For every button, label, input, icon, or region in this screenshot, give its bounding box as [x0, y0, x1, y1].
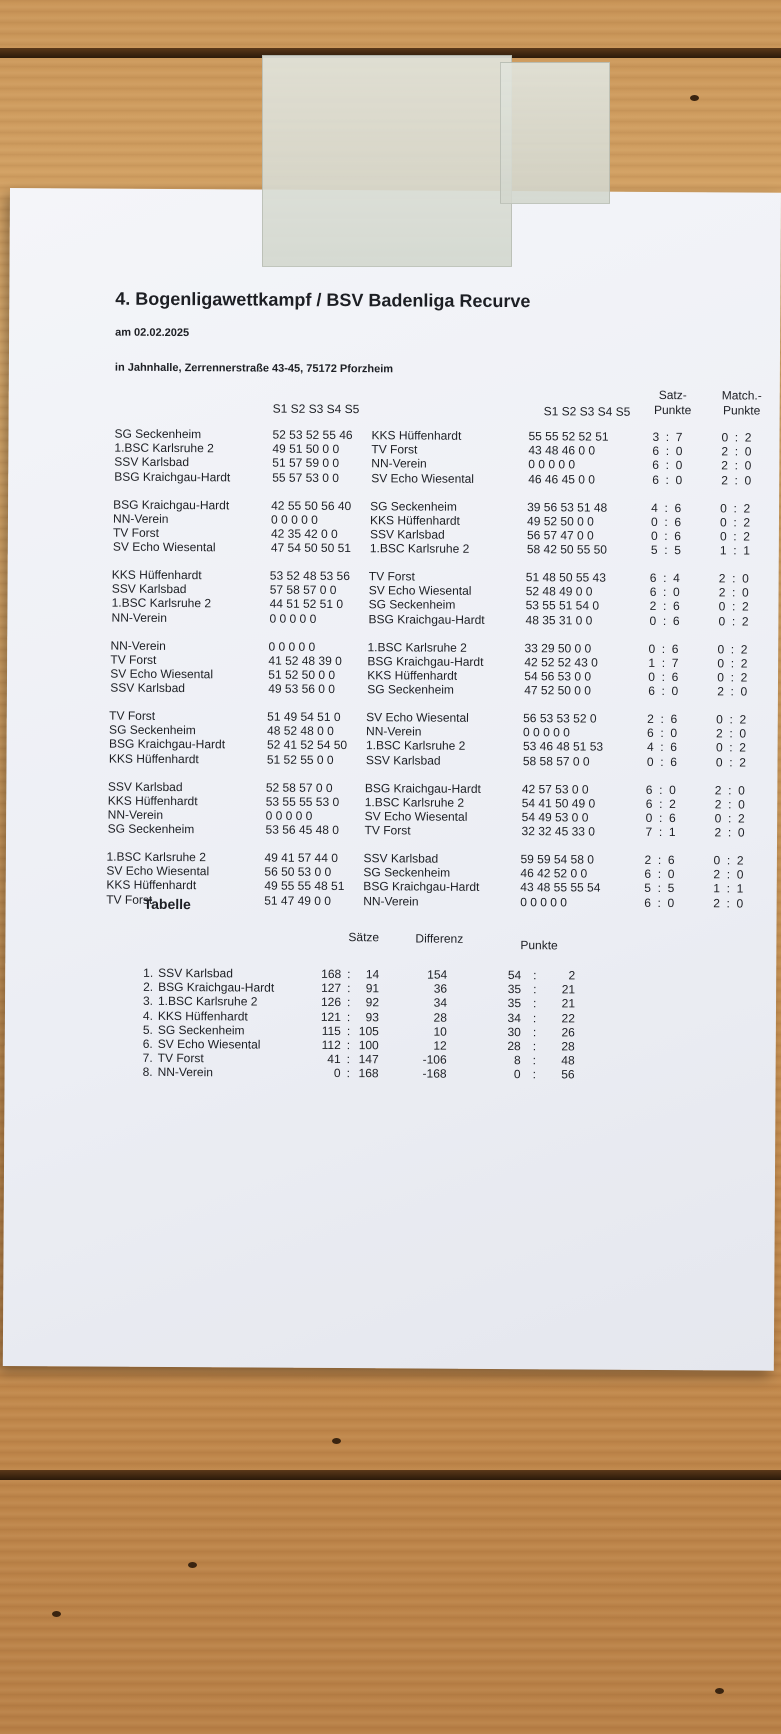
sets-won: 168: [321, 966, 342, 982]
away-sets: 58 58 57 0 0: [522, 753, 590, 769]
set-points: 6 : 0: [652, 472, 683, 487]
match-points: 0 : 2: [719, 529, 751, 544]
match-points: 0 : 2: [717, 670, 748, 685]
home-sets: 49 53 56 0 0: [268, 681, 336, 697]
away-sets: 46 42 52 0 0: [520, 866, 588, 881]
sets-won: 126: [320, 995, 342, 1010]
set-difference: 34: [433, 995, 448, 1011]
sets-sep: :: [346, 1066, 350, 1081]
sets-won: 0: [333, 1066, 341, 1081]
team-name: SG Seckenheim: [157, 1022, 245, 1038]
away-team: SG Seckenheim: [368, 597, 456, 613]
match-points: 0 : 2: [713, 853, 744, 868]
home-team: SV Echo Wiesental: [106, 863, 210, 879]
sets-header-right: S1 S2 S3 S4 S5: [543, 404, 631, 419]
points-lost: 22: [561, 1010, 575, 1026]
results-sheet: [3, 188, 781, 1371]
match-points: 0 : 2: [720, 500, 751, 516]
match-points: 0 : 2: [718, 613, 749, 629]
set-points: 5 : 5: [644, 881, 675, 896]
set-difference: 36: [433, 981, 448, 996]
away-sets: 33 29 50 0 0: [524, 640, 592, 656]
sets-sep: :: [347, 981, 351, 996]
home-team: SSV Karlsbad: [110, 680, 186, 696]
away-team: NN-Verein: [363, 893, 419, 909]
points-won: 35: [507, 982, 522, 997]
away-team: BSG Kraichgau-Hardt: [368, 611, 485, 627]
home-team: SG Seckenheim: [109, 722, 196, 738]
home-sets: 52 58 57 0 0: [265, 780, 333, 795]
away-sets: 56 53 53 52 0: [523, 711, 597, 726]
away-team: NN-Verein: [371, 456, 427, 471]
set-points: 6 : 0: [644, 895, 675, 910]
rank: 4.: [142, 1008, 153, 1023]
points-sep: :: [533, 982, 537, 997]
set-difference: -106: [422, 1052, 447, 1067]
set-points: 7 : 1: [645, 824, 676, 840]
sets-sep: :: [347, 967, 351, 982]
home-team: NN-Verein: [113, 511, 169, 526]
points-won: 30: [507, 1024, 521, 1039]
away-sets: 48 35 31 0 0: [525, 612, 593, 628]
away-sets: 0 0 0 0 0: [523, 725, 570, 740]
sets-won: 127: [321, 981, 342, 996]
set-points: 0 : 6: [650, 528, 682, 543]
set-points: 0 : 6: [646, 754, 677, 769]
points-lost: 21: [561, 996, 576, 1011]
sets-sep: :: [346, 1023, 351, 1038]
home-sets: 44 51 52 51 0: [269, 596, 344, 612]
home-team: SG Seckenheim: [114, 426, 202, 442]
home-sets: 52 53 52 55 46: [272, 427, 353, 443]
set-points: 6 : 0: [648, 684, 679, 699]
points-sep: :: [533, 968, 537, 983]
points-lost: 56: [561, 1067, 575, 1082]
away-team: SV Echo Wiesental: [371, 470, 474, 486]
match-points: 2 : 0: [717, 684, 748, 699]
team-name: TV Forst: [157, 1051, 204, 1066]
away-sets: 47 52 50 0 0: [524, 683, 592, 698]
sets-lost: 14: [365, 967, 380, 982]
home-sets: 42 35 42 0 0: [270, 526, 338, 541]
sets-sep: :: [346, 1038, 351, 1053]
away-sets: 56 57 47 0 0: [526, 528, 594, 543]
home-team: KKS Hüffenhardt: [111, 567, 202, 583]
away-team: SSV Karlsbad: [363, 851, 439, 866]
set-points: 2 : 6: [649, 599, 680, 614]
away-sets: 42 52 52 43 0: [524, 654, 598, 670]
set-difference: 10: [433, 1024, 447, 1039]
home-team: KKS Hüffenhardt: [108, 751, 199, 766]
team-name: SSV Karlsbad: [158, 965, 233, 981]
match-points: 2 : 0: [716, 726, 747, 741]
match-points: 2 : 0: [721, 472, 752, 488]
set-points: 6 : 2: [645, 796, 676, 811]
set-points: 6 : 0: [652, 458, 683, 473]
set-points: 6 : 0: [645, 782, 676, 797]
home-team: KKS Hüffenhardt: [106, 877, 197, 893]
home-team: 1.BSC Karlsruhe 2: [106, 849, 206, 865]
match-header: [711, 388, 773, 418]
away-sets: 55 55 52 52 51: [528, 429, 609, 444]
sets-lost: 93: [365, 1009, 379, 1024]
away-team: KKS Hüffenhardt: [370, 512, 460, 528]
sets-lost: 147: [358, 1052, 379, 1067]
points-lost: 21: [561, 982, 576, 997]
home-team: TV Forst: [109, 708, 156, 723]
match-points: 0 : 2: [717, 656, 748, 671]
sets-won: 115: [321, 1023, 341, 1038]
col-saetze: Sätze: [348, 930, 380, 945]
home-sets: 48 52 48 0 0: [267, 723, 334, 739]
match-points: 0 : 2: [714, 811, 745, 826]
wood-knot: [715, 1688, 724, 1694]
home-sets: 0 0 0 0 0: [269, 611, 317, 626]
set-points: 0 : 6: [649, 613, 680, 628]
away-sets: 43 48 46 0 0: [528, 443, 596, 458]
away-team: KKS Hüffenhardt: [367, 668, 458, 683]
home-sets: 0 0 0 0 0: [268, 639, 316, 654]
away-sets: 58 42 50 55 50: [526, 542, 608, 557]
home-team: TV Forst: [106, 892, 153, 907]
home-team: TV Forst: [110, 652, 157, 667]
home-sets: 41 52 48 39 0: [268, 653, 342, 668]
points-won: 34: [507, 1010, 521, 1025]
away-team: TV Forst: [371, 442, 418, 457]
col-punkte: Punkte: [520, 938, 558, 953]
away-team: NN-Verein: [366, 724, 422, 739]
home-sets: 49 55 55 48 51: [264, 878, 345, 894]
match-points: 2 : 0: [714, 825, 745, 840]
points-lost: 48: [561, 1053, 575, 1068]
team-name: SV Echo Wiesental: [157, 1036, 261, 1052]
sets-won: 121: [320, 1009, 341, 1024]
col-differenz: Differenz: [415, 931, 464, 946]
wood-knot: [188, 1562, 197, 1568]
date-line: am 02.02.2025: [115, 326, 190, 340]
rank: 8.: [142, 1065, 153, 1080]
rank: 1.: [143, 965, 154, 980]
rank: 7.: [142, 1051, 153, 1066]
away-team: SSV Karlsbad: [369, 527, 445, 542]
rank: 2.: [143, 980, 154, 995]
away-sets: 52 48 49 0 0: [525, 584, 593, 599]
set-points: 6 : 0: [649, 585, 680, 600]
home-sets: 51 47 49 0 0: [264, 893, 332, 908]
away-sets: 54 41 50 49 0: [521, 795, 596, 811]
set-points: 4 : 6: [646, 740, 678, 755]
away-sets: 43 48 55 55 54: [520, 880, 601, 896]
set-difference: 28: [433, 1010, 447, 1025]
away-team: KKS Hüffenhardt: [371, 428, 462, 443]
points-lost: 28: [561, 1039, 575, 1054]
wood-knot: [690, 95, 699, 101]
home-sets: 57 58 57 0 0: [269, 582, 337, 598]
home-sets: 53 56 45 48 0: [265, 822, 340, 838]
rank: 5.: [142, 1022, 153, 1037]
standings-heading: Tabelle: [143, 895, 191, 913]
set-points: 4 : 6: [651, 500, 682, 515]
home-sets: 0 0 0 0 0: [271, 512, 318, 527]
sets-sep: :: [346, 995, 351, 1010]
home-sets: 51 52 55 0 0: [266, 752, 334, 767]
set-points: 6 : 0: [644, 867, 675, 882]
board-gap: [0, 1470, 781, 1480]
away-team: BSG Kraichgau-Hardt: [364, 780, 481, 796]
set-points: 0 : 6: [645, 810, 676, 825]
team-name: BSG Kraichgau-Hardt: [158, 980, 275, 995]
away-sets: 0 0 0 0 0: [520, 894, 568, 910]
match-points: 2 : 0: [718, 585, 749, 600]
away-team: 1.BSC Karlsruhe 2: [367, 639, 467, 655]
home-team: 1.BSC Karlsruhe 2: [114, 440, 214, 456]
away-sets: 49 52 50 0 0: [527, 513, 594, 529]
points-lost: 2: [568, 968, 576, 983]
venue-line: in Jahnhalle, Zerrennerstraße 43-45, 75172 Pforzheim: [114, 361, 394, 376]
match-points: 0 : 2: [720, 515, 751, 530]
match-points: 0 : 2: [715, 754, 746, 770]
away-sets: 51 48 50 55 43: [525, 570, 606, 585]
home-sets: 51 49 54 51 0: [267, 709, 341, 725]
set-points: 0 : 6: [651, 514, 682, 529]
satz-header-line2: Punkte: [653, 402, 692, 418]
set-points: 0 : 6: [648, 641, 679, 656]
home-team: SV Echo Wiesental: [112, 539, 216, 555]
wood-knot: [52, 1611, 61, 1617]
home-sets: 55 57 53 0 0: [272, 470, 340, 485]
home-team: SG Seckenheim: [107, 821, 195, 837]
set-points: 6 : 0: [647, 726, 678, 741]
points-lost: 26: [561, 1025, 575, 1040]
sets-lost: 91: [365, 981, 380, 996]
set-points: 6 : 0: [652, 444, 683, 459]
points-sep: :: [532, 1025, 537, 1040]
points-won: 8: [513, 1053, 521, 1068]
home-team: BSG Kraichgau-Hardt: [114, 469, 231, 484]
away-team: BSG Kraichgau-Hardt: [367, 653, 484, 669]
set-points: 1 : 7: [648, 655, 679, 670]
page-title: 4. Bogenligawettkampf / BSV Badenliga Recurve: [115, 288, 531, 312]
away-team: TV Forst: [368, 569, 415, 584]
match-points: 2 : 0: [713, 895, 744, 911]
home-team: BSG Kraichgau-Hardt: [113, 497, 230, 512]
away-sets: 46 46 45 0 0: [528, 471, 596, 487]
match-points: 1 : 1: [719, 543, 750, 558]
away-team: SG Seckenheim: [370, 498, 457, 514]
match-header-line2: Punkte: [722, 403, 761, 418]
match-points: 0 : 2: [721, 430, 752, 445]
sets-won: 41: [327, 1052, 341, 1067]
match-points: 2 : 0: [714, 797, 745, 812]
home-sets: 53 55 55 53 0: [265, 794, 340, 809]
home-sets: 42 55 50 56 40: [271, 498, 352, 513]
match-points: 1 : 1: [713, 881, 744, 896]
set-points: 2 : 6: [644, 852, 675, 868]
sets-lost: 105: [358, 1023, 379, 1039]
sets-sep: :: [346, 1009, 351, 1024]
home-sets: 49 41 57 44 0: [264, 850, 338, 866]
points-won: 54: [507, 968, 522, 983]
away-team: 1.BSC Karlsruhe 2: [365, 738, 466, 754]
sets-lost: 92: [365, 995, 380, 1010]
home-sets: 56 50 53 0 0: [264, 864, 332, 880]
home-sets: 51 52 50 0 0: [268, 667, 336, 682]
match-points: 2 : 0: [714, 782, 745, 798]
team-name: 1.BSC Karlsruhe 2: [157, 994, 258, 1009]
home-team: 1.BSC Karlsruhe 2: [111, 596, 212, 611]
set-difference: 154: [427, 967, 448, 982]
points-sep: :: [532, 1039, 537, 1054]
match-points: 2 : 0: [721, 458, 752, 473]
points-won: 35: [507, 996, 522, 1011]
points-sep: :: [532, 1067, 536, 1082]
match-points: 0 : 2: [716, 712, 747, 727]
away-team: SV Echo Wiesental: [364, 809, 468, 824]
away-sets: 54 49 53 0 0: [521, 810, 589, 825]
wood-knot: [332, 1438, 341, 1444]
home-team: NN-Verein: [107, 807, 164, 822]
home-sets: 51 57 59 0 0: [272, 455, 340, 471]
sets-header-left: S1 S2 S3 S4 S5: [272, 401, 360, 417]
match-points: 2 : 0: [718, 571, 749, 586]
sets-won: 112: [321, 1037, 341, 1053]
away-team: 1.BSC Karlsruhe 2: [364, 794, 465, 810]
away-sets: 42 57 53 0 0: [521, 781, 589, 797]
match-points: 0 : 2: [717, 641, 748, 657]
home-sets: 0 0 0 0 0: [265, 808, 313, 823]
home-team: SV Echo Wiesental: [110, 666, 214, 682]
away-sets: 39 56 53 51 48: [527, 499, 608, 515]
adhesive-tape: [262, 55, 512, 267]
away-sets: 54 56 53 0 0: [524, 669, 592, 684]
rank: 6.: [142, 1036, 153, 1051]
rank: 3.: [142, 994, 154, 1009]
set-difference: -168: [422, 1066, 447, 1082]
home-team: KKS Hüffenhardt: [107, 793, 198, 808]
points-won: 0: [513, 1067, 521, 1082]
home-sets: 52 41 52 54 50: [266, 737, 348, 753]
points-won: 28: [507, 1039, 521, 1054]
satz-header: [643, 388, 703, 418]
team-name: KKS Hüffenhardt: [157, 1008, 248, 1024]
home-team: SSV Karlsbad: [107, 779, 183, 794]
home-team: TV Forst: [112, 525, 160, 540]
away-sets: 59 59 54 58 0: [520, 852, 594, 867]
away-team: 1.BSC Karlsruhe 2: [369, 541, 470, 556]
home-sets: 49 51 50 0 0: [272, 441, 340, 457]
match-points: 0 : 2: [715, 740, 747, 755]
away-sets: 32 32 45 33 0: [521, 824, 596, 839]
sets-sep: :: [346, 1052, 351, 1067]
match-points: 0 : 2: [718, 599, 749, 614]
points-sep: :: [532, 1010, 537, 1025]
away-team: TV Forst: [364, 823, 411, 838]
set-points: 3 : 7: [652, 429, 683, 445]
set-points: 6 : 4: [649, 570, 680, 586]
away-team: SG Seckenheim: [367, 682, 455, 697]
away-sets: 53 46 48 51 53: [522, 739, 604, 755]
home-team: NN-Verein: [110, 638, 166, 653]
home-sets: 53 52 48 53 56: [269, 568, 350, 584]
sets-lost: 100: [358, 1038, 379, 1053]
away-team: SG Seckenheim: [363, 865, 451, 880]
match-header-line1: Match.-: [721, 388, 762, 403]
set-points: 0 : 6: [648, 669, 679, 684]
set-points: 5 : 5: [650, 543, 681, 558]
match-points: 2 : 0: [721, 444, 752, 459]
home-team: BSG Kraichgau-Hardt: [108, 737, 226, 752]
away-sets: 0 0 0 0 0: [528, 457, 576, 472]
away-team: SV Echo Wiesental: [366, 710, 469, 725]
sets-lost: 168: [358, 1066, 379, 1081]
home-team: SSV Karlsbad: [114, 455, 190, 470]
match-points: 2 : 0: [713, 867, 744, 882]
home-team: SSV Karlsbad: [111, 581, 187, 597]
away-sets: 53 55 51 54 0: [525, 598, 600, 613]
set-points: 2 : 6: [647, 711, 678, 727]
team-name: NN-Verein: [157, 1065, 214, 1080]
away-team: BSG Kraichgau-Hardt: [363, 879, 480, 895]
adhesive-tape: [500, 62, 610, 204]
away-team: SV Echo Wiesental: [368, 583, 472, 599]
away-team: SSV Karlsbad: [365, 752, 441, 768]
satz-header-line1: Satz-: [658, 387, 687, 403]
set-difference: 12: [433, 1038, 447, 1053]
home-sets: 47 54 50 50 51: [270, 540, 352, 556]
home-team: NN-Verein: [111, 610, 167, 625]
points-sep: :: [532, 1053, 537, 1068]
points-sep: :: [532, 996, 537, 1011]
